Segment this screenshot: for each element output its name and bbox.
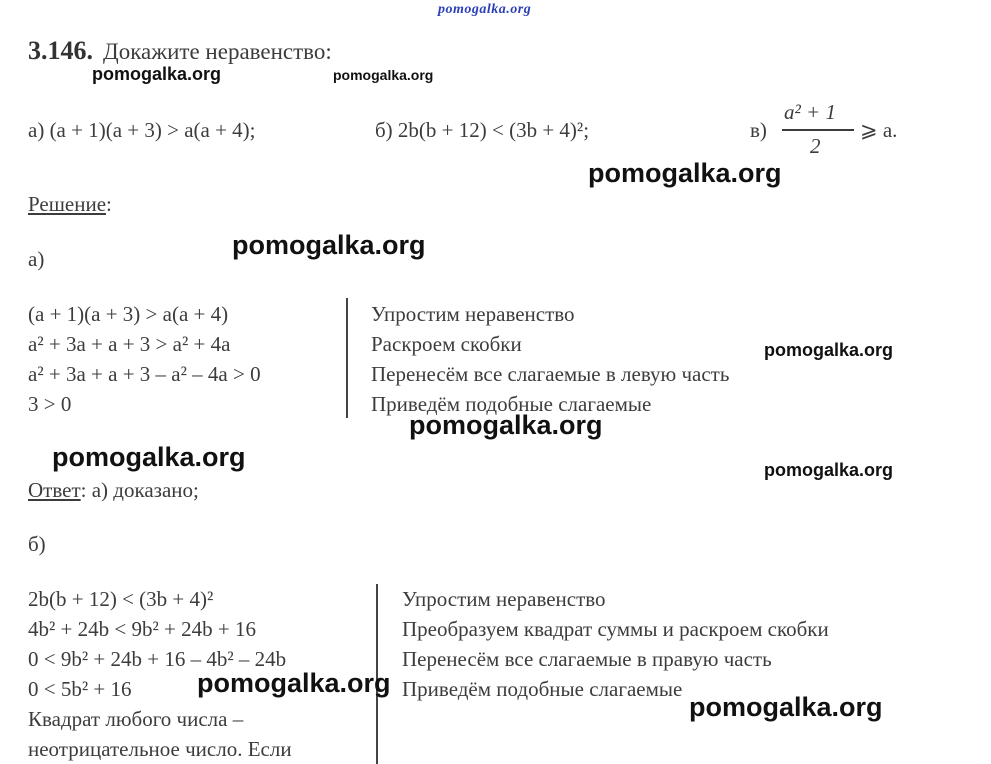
problem-part-b: б) 2b(b + 12) < (3b + 4)²; xyxy=(375,118,590,142)
watermark: pomogalka.org xyxy=(92,64,222,84)
part-b-step: 2b(b + 12) < (3b + 4)² xyxy=(28,587,214,611)
problem-part-c-rest: ⩾ a. xyxy=(860,118,898,142)
watermark: pomogalka.org xyxy=(197,668,391,698)
watermark: pomogalka.org xyxy=(52,442,246,472)
fraction-denominator: 2 xyxy=(810,134,821,158)
solution-heading: Решение: xyxy=(28,192,112,216)
part-b-step: 0 < 9b² + 24b + 16 – 4b² – 24b xyxy=(28,647,287,671)
part-a-step: a² + 3a + a + 3 > a² + 4a xyxy=(28,332,231,356)
part-b-comment: Преобразуем квадрат суммы и раскроем скобки xyxy=(402,617,829,641)
part-b-comment: Приведём подобные слагаемые xyxy=(402,677,683,701)
fraction-numerator: a² + 1 xyxy=(784,100,836,124)
part-b-label: б) xyxy=(28,532,46,556)
watermark: pomogalka.org xyxy=(333,67,434,83)
part-a-step: a² + 3a + a + 3 – a² – 4a > 0 xyxy=(28,362,261,386)
problem-header xyxy=(28,36,332,66)
part-a-label: а) xyxy=(28,247,45,271)
part-a-step: (a + 1)(a + 3) > a(a + 4) xyxy=(28,302,229,326)
part-b-step: 4b² + 24b < 9b² + 24b + 16 xyxy=(28,617,256,641)
part-a-comment: Раскроем скобки xyxy=(371,332,522,356)
watermark: pomogalka.org xyxy=(764,460,894,480)
problem-part-c-label: в) xyxy=(750,118,767,142)
part-a-answer: Ответ: а) доказано; xyxy=(28,478,199,502)
watermark: pomogalka.org xyxy=(409,410,603,440)
problem-title: Докажите неравенство: xyxy=(103,39,332,64)
fraction-bar xyxy=(782,129,854,131)
part-a-step: 3 > 0 xyxy=(28,392,72,416)
divider-line-a xyxy=(346,298,348,418)
part-b-step: Квадрат любого числа – xyxy=(28,707,244,731)
part-b-step: неотрицательное число. Если xyxy=(28,737,292,761)
watermark: pomogalka.org xyxy=(689,692,883,722)
part-a-comment: Перенесём все слагаемые в левую часть xyxy=(371,362,730,386)
watermark: pomogalka.org xyxy=(232,230,426,260)
part-b-comment: Упростим неравенство xyxy=(402,587,606,611)
watermark: pomogalka.org xyxy=(588,158,782,188)
watermark-top: pomogalka.org xyxy=(438,2,532,17)
part-b-comment: Перенесём все слагаемые в правую часть xyxy=(402,647,772,671)
watermark: pomogalka.org xyxy=(764,340,894,360)
part-b-step: 0 < 5b² + 16 xyxy=(28,677,132,701)
problem-number: 3.146. xyxy=(28,36,93,65)
problem-part-a: а) (a + 1)(a + 3) > a(a + 4); xyxy=(28,118,256,142)
part-a-comment: Упростим неравенство xyxy=(371,302,575,326)
part-a-comment: Приведём подобные слагаемые xyxy=(371,392,652,416)
